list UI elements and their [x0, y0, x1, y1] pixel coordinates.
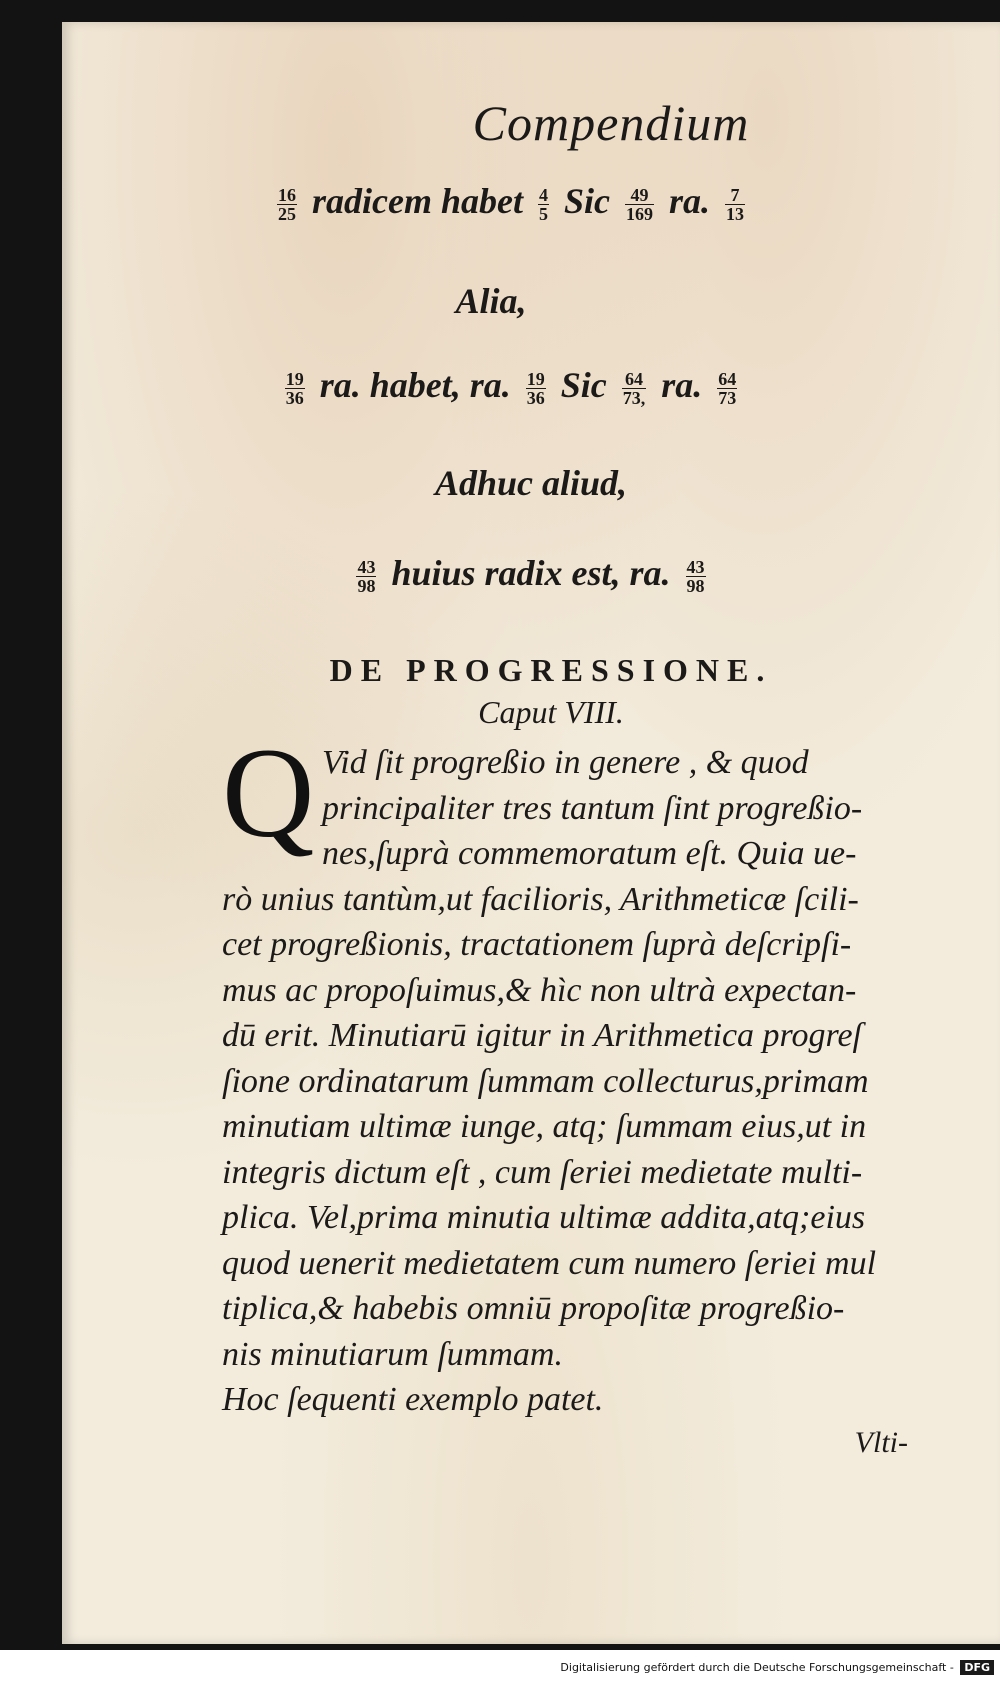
line-text: ra. habet, ra. — [319, 365, 511, 405]
text-line: Vid ſit progreßio in genere , & quod — [322, 744, 809, 781]
alia-line: Alia, — [455, 281, 527, 321]
fraction: $\frac{4}{5}$ — [538, 185, 548, 225]
fraction-line-1 — [42, 180, 980, 223]
text-line: tiplica,& habebis omniū propoſitæ progreßio- — [222, 1290, 845, 1327]
fraction-line-3 — [62, 552, 1000, 595]
catchword: Vlti- — [854, 1426, 908, 1459]
line-text: huius radix est, ra. — [391, 553, 671, 593]
fraction: $\frac{64}{73,}$ — [622, 369, 646, 409]
chapter-subheading: Caput VIII. — [478, 694, 624, 730]
text-line: cet progreßionis, tractationem ſuprà deſcripſi- — [222, 926, 852, 963]
text-line: Hoc ſequenti exemplo patet. — [222, 1381, 604, 1418]
fraction: $\frac{19}{36}$ — [526, 369, 545, 409]
text-line: nes,ſuprà commemoratum eſt. Quia ue- — [322, 835, 857, 872]
text-line: ſione ordinatarum ſummam collecturus,primam — [222, 1062, 869, 1100]
line-text: ra. — [661, 365, 703, 405]
chapter-heading: DE PROGRESSIONE. — [329, 652, 773, 688]
fraction-line-2 — [42, 364, 980, 407]
text-line: principaliter tres tantum ſint progreßio- — [322, 789, 863, 827]
fraction: $\frac{19}{36}$ — [285, 369, 304, 409]
line-text: Sic — [563, 181, 610, 221]
dfg-logo: DFG — [960, 1660, 994, 1675]
text-line: mus ac propoſuimus,& hìc non ultrà expectan- — [222, 971, 857, 1009]
line-text: radicem habet — [311, 181, 523, 221]
footer-text: Digitalisierung gefördert durch die Deutsche Forschungsgemeinschaft - — [560, 1661, 954, 1674]
drop-cap: Q — [222, 722, 315, 864]
fraction: $\frac{64}{73}$ — [718, 369, 737, 409]
fraction: $\frac{43}{98}$ — [686, 557, 705, 597]
text-line: quod uenerit medietatem cum numero ſeriei mul — [222, 1244, 877, 1282]
fraction: $\frac{43}{98}$ — [357, 557, 376, 597]
fraction: $\frac{16}{25}$ — [277, 185, 296, 225]
text-line: dū erit. Minutiarū igitur in Arithmetica progreſ — [222, 1017, 863, 1054]
line-text: ra. — [668, 181, 710, 221]
digitization-footer — [0, 1660, 994, 1675]
text-line: integris dictum eſt , cum ſeriei medietate multi- — [222, 1153, 863, 1191]
body-text — [222, 722, 982, 1423]
fraction: $\frac{7}{13}$ — [726, 185, 744, 225]
line-text: Sic — [560, 365, 607, 405]
text-line: minutiam ultimæ iunge, atq; ſummam eius,ut in — [222, 1108, 867, 1145]
adhuc-line: Adhuc aliud, — [434, 463, 628, 503]
running-head: Compendium — [472, 95, 750, 151]
text-line: nis minutiarum ſummam. — [222, 1335, 563, 1373]
book-page — [62, 22, 1000, 1644]
text-line: rò unius tantùm,ut facilioris, Arithmeticæ ſcili- — [222, 880, 859, 918]
text-line: plica. Vel,prima minutia ultimæ addita,atq;eius — [222, 1199, 866, 1236]
fraction: $\frac{49}{169}$ — [625, 185, 653, 225]
